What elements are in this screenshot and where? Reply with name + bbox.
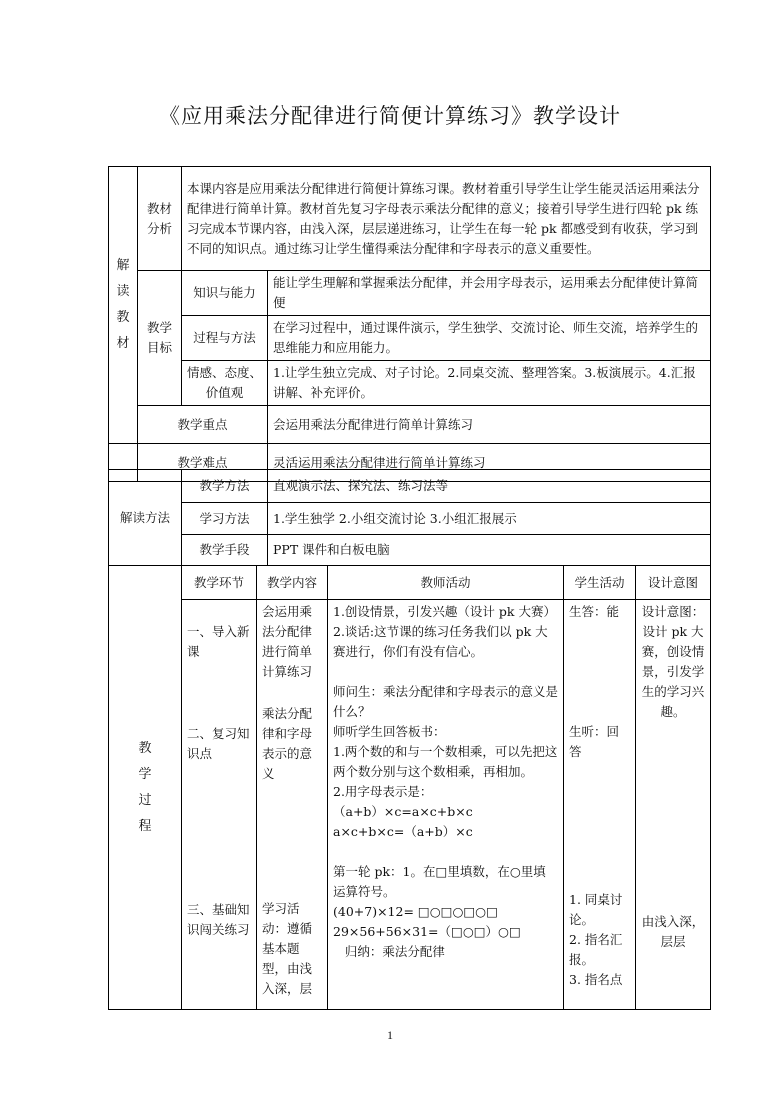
- yitu-p1: 设计意图：设计 pk 大赛，创设情景，引发学生的学习兴趣。: [641, 604, 705, 719]
- section-label-jiedu-jiaocai: [109, 167, 138, 444]
- teacher-p2-6: a×c+b×c=（a+b）×c: [333, 824, 473, 839]
- page-title: 《应用乘法分配律进行简便计算练习》教学设计: [159, 104, 621, 128]
- section2-label: 解读方法: [109, 470, 182, 566]
- method-key: 教学方法: [182, 470, 268, 503]
- nandian-label: 教学难点: [138, 444, 268, 482]
- neirong-3: 学习活动：遵循基本题型，由浅入深，层: [262, 901, 313, 996]
- header-yitu: 设计意图: [636, 566, 711, 600]
- teacher-p1-1: 1.创设情景，引发兴趣（设计 pk 大赛）: [333, 604, 556, 619]
- header-huanjie: 教学环节: [182, 566, 257, 600]
- neirong-2: 乘法分配律和字母表示的意义: [262, 706, 313, 781]
- teaching-process-table: [108, 565, 711, 1010]
- teacher-p2-1: 师问生：乘法分配律和字母表示的意义是什么？: [333, 684, 559, 719]
- teacher-p2-2: 师听学生回答板书：: [333, 724, 446, 739]
- yitu-p3: 由浅入深，层层: [641, 914, 705, 949]
- student-p1: 生答：能: [569, 604, 620, 619]
- student-p3-1: 1. 同桌讨论。: [569, 892, 623, 927]
- teacher-p2-4: 2.用字母表示是：: [333, 784, 433, 799]
- header-student: 学生活动: [564, 566, 636, 600]
- mubiao-key: 情感、态度、价值观: [182, 361, 268, 406]
- method-value: PPT 课件和白板电脑: [268, 535, 711, 566]
- huanjie-cell: [182, 600, 257, 1010]
- mubiao-value: 1.让学生独立完成、对子讨论。2.同桌交流、整理答案。3.板演展示。4.汇报讲解、补充评价。: [268, 361, 711, 406]
- teacher-p1-2: 2.谈话:这节课的练习任务我们以 pk 大赛进行，你们有没有信心。: [333, 624, 548, 659]
- yitu-cell: [636, 600, 711, 1010]
- section3-label: 教学过程: [138, 740, 152, 834]
- teacher-p3-3: 29×56+56×31=（□○□）○□: [333, 924, 521, 939]
- method-table: [108, 469, 711, 566]
- mubiao-key: 知识与能力: [182, 271, 268, 316]
- method-value: 1.学生独学 2.小组交流讨论 3.小组汇报展示: [268, 503, 711, 535]
- teacher-p2-5: （a+b）×c=a×c+b×c: [333, 804, 473, 819]
- zhongdian-value: 会运用乘法分配律进行简单计算练习: [268, 406, 711, 444]
- page-number: 1: [387, 1028, 393, 1042]
- nandian-value: 灵活运用乘法分配律进行简单计算练习: [268, 444, 711, 482]
- textbook-analysis-table: [108, 166, 711, 482]
- method-value: 直观演示法、探究法、练习法等: [268, 470, 711, 503]
- zhongdian-label: 教学重点: [138, 406, 268, 444]
- section1-label: 解读教材: [116, 258, 130, 351]
- teacher-p2-3: 1.两个数的和与一个数相乘，可以先把这两个数分别与这个数相乘，再相加。: [333, 744, 558, 779]
- teacher-p3-2: (40+7)×12= □○□○□○□: [333, 904, 498, 919]
- student-p3-2: 2. 指名汇报。: [569, 932, 623, 967]
- student-p2: 生听：回答: [569, 724, 620, 759]
- huanjie-2: 二、复习知识点: [187, 726, 250, 761]
- header-neirong: 教学内容: [257, 566, 328, 600]
- huanjie-3: 三、基础知识闯关练习: [187, 902, 250, 937]
- teacher-p3-1: 第一轮 pk：1。在□里填数，在○里填运算符号。: [333, 864, 546, 899]
- mubiao-value: 在学习过程中，通过课件演示，学生独学、交流讨论、师生交流，培养学生的思维能力和应用能力。: [268, 316, 711, 361]
- student-p3-3: 3. 指名点: [569, 972, 623, 987]
- mubiao-value: 能让学生理解和掌握乘法分配律，并会用字母表示，运用乘去分配律使计算简便: [268, 271, 711, 316]
- mubiao-label: 教学目标: [138, 271, 182, 406]
- mubiao-key: 过程与方法: [182, 316, 268, 361]
- neirong-1: 会运用乘法分配律进行简单计算练习: [262, 604, 313, 679]
- jiaocai-content: 本课内容是应用乘法分配律进行简便计算练习课。教材着重引导学生让学生能灵活运用乘法分配律进行简单计算。教材首先复习字母表示乘法分配律的意义；接着引导学生进行四轮 pk 练习完成本节课内容，由浅入深，层层递进练习，让学生在每一轮 pk 都感受到有收获，学习到不同的知识点。通过练习让学生懂得乘法分配律和字母表示的意义重要性。: [182, 167, 711, 271]
- teacher-p3-4: 归纳：乘法分配律: [333, 944, 445, 959]
- section3-label-cell: [109, 566, 182, 1010]
- method-key: 教学手段: [182, 535, 268, 566]
- method-key: 学习方法: [182, 503, 268, 535]
- neirong-cell: [257, 600, 328, 1010]
- header-teacher: 教师活动: [328, 566, 564, 600]
- student-cell: [564, 600, 636, 1010]
- teacher-cell: [328, 600, 564, 1010]
- jiaocai-label: 教材分析: [138, 167, 182, 271]
- huanjie-1: 一、导入新课: [187, 624, 250, 659]
